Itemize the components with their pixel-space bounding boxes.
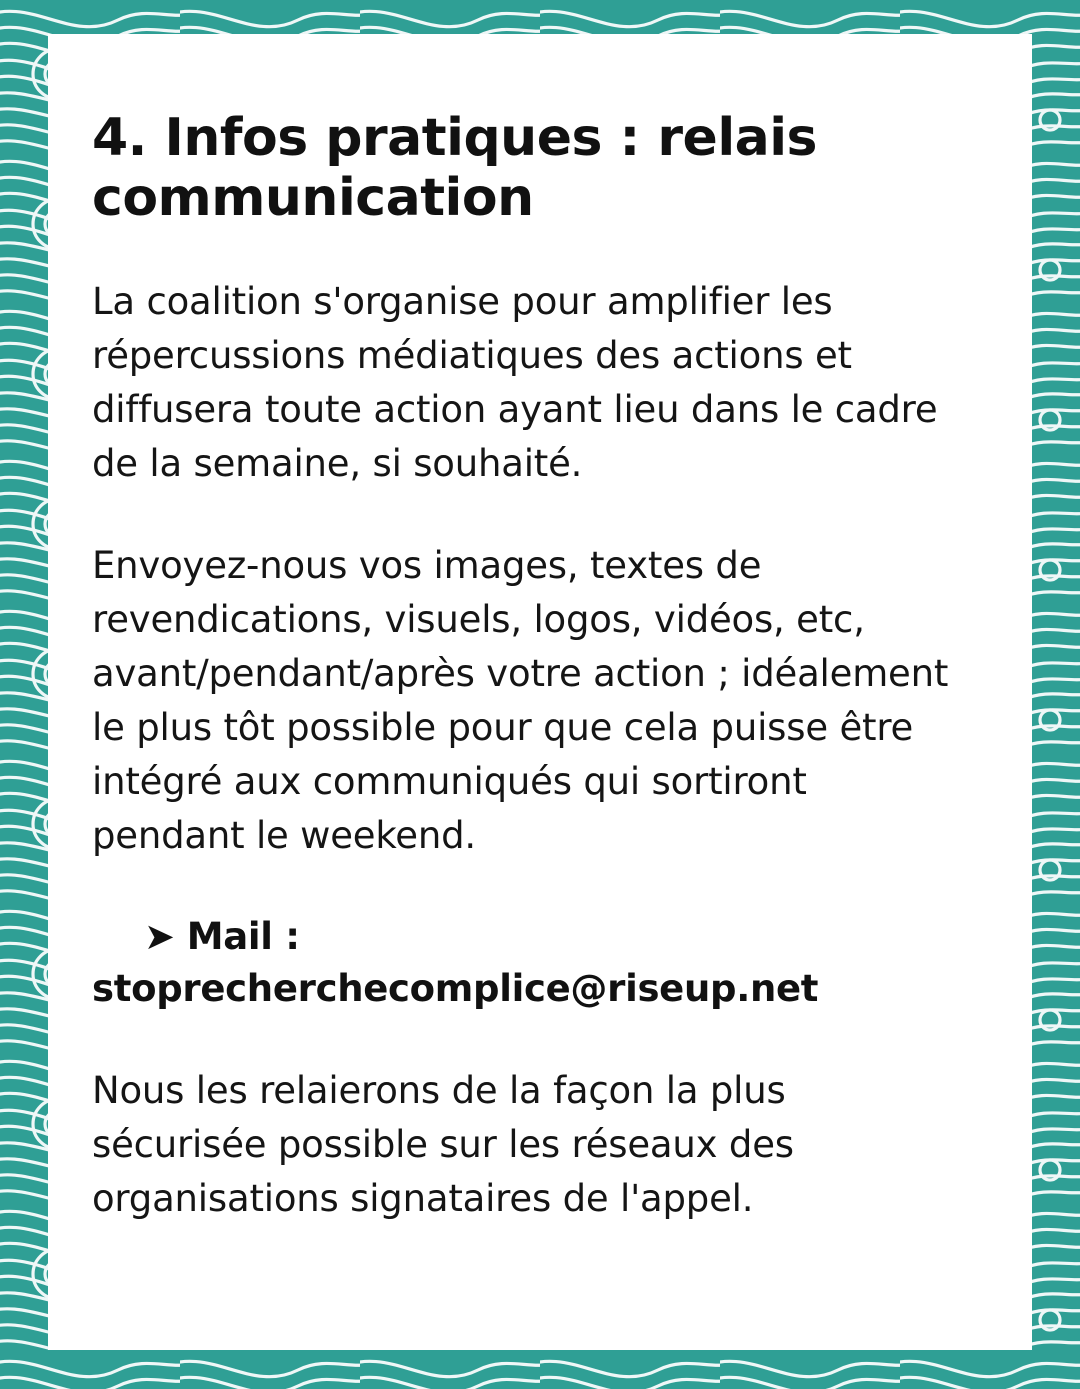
mail-block (92, 911, 970, 1016)
page-title: 4. Infos pratiques : relais communication (92, 108, 818, 229)
mail-label: Mail : (186, 914, 300, 958)
paragraph-relay: Nous les relaierons de la façon la plus sécurisée possible sur les réseaux des organisations signataires de l'appel. (92, 1068, 794, 1220)
mail-address[interactable]: stoprecherchecomplice@riseup.net (92, 967, 819, 1011)
paragraph-send-materials: Envoyez-nous vos images, textes de revendications, visuels, logos, vidéos, etc, avant/pendant/après votre action ; idéalement le plus tôt possible pour que cela puisse être intégré aux communiqués qui sortiront pendant le weekend. (92, 543, 949, 857)
content-card (48, 34, 1032, 1350)
mail-label-line (92, 911, 970, 964)
paragraph-intro: La coalition s'organise pour amplifier les répercussions médiatiques des actions et diffusera toute action ayant lieu dans le cadre de la semaine, si souhaité. (92, 279, 938, 485)
arrow-right-icon: ➤ (144, 914, 175, 958)
